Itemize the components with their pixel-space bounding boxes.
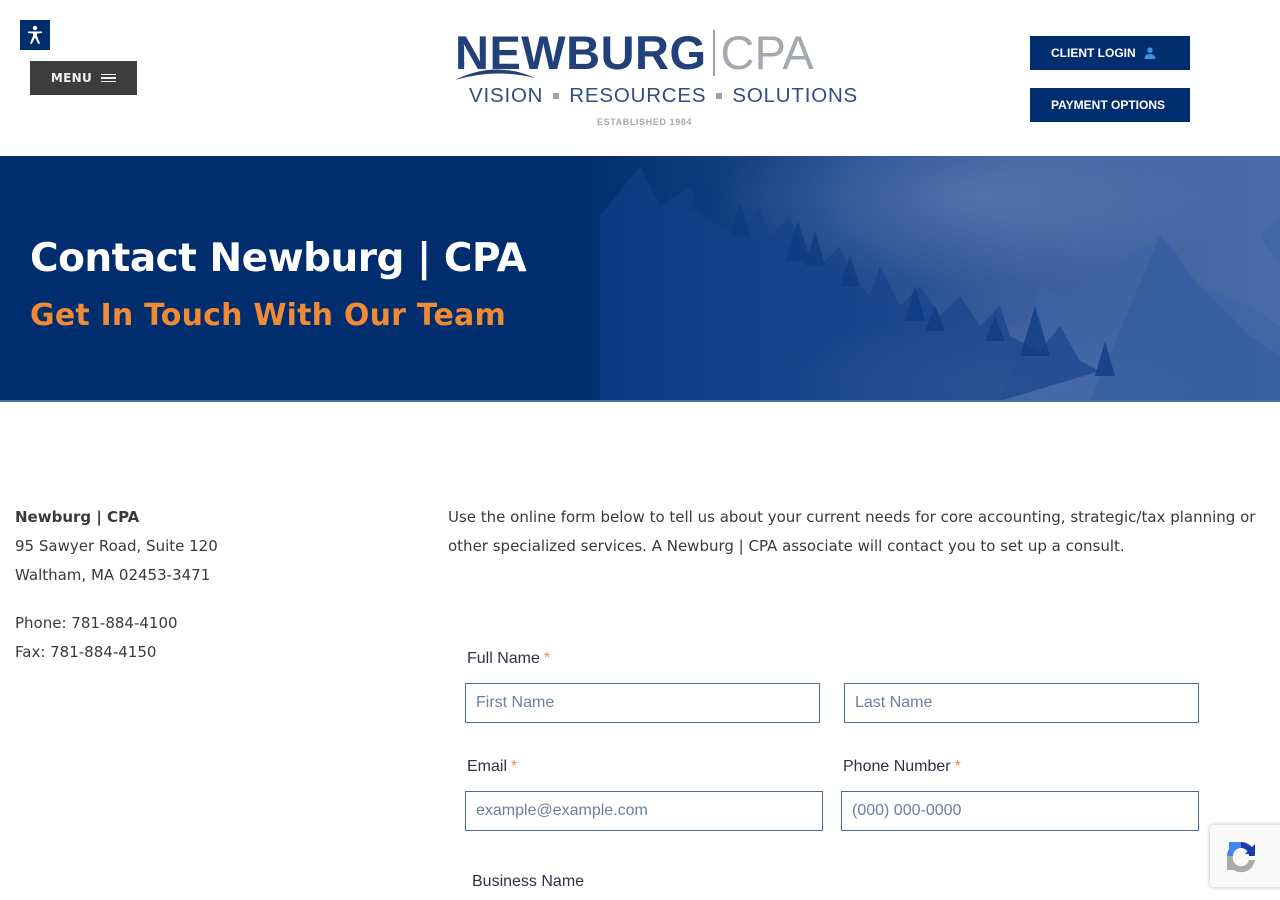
email-label-text: Email — [467, 758, 508, 775]
client-login-label: CLIENT LOGIN — [1051, 46, 1136, 60]
user-icon — [1144, 47, 1156, 59]
site-header — [0, 0, 1280, 156]
logo-divider — [713, 30, 715, 76]
accessibility-button[interactable] — [20, 20, 50, 50]
site-logo[interactable] — [455, 26, 859, 130]
required-asterisk: * — [954, 758, 961, 775]
payment-options-label: PAYMENT OPTIONS — [1051, 98, 1166, 112]
logo-wordmark — [455, 28, 814, 78]
business-name-label — [472, 873, 584, 891]
full-name-label — [467, 650, 550, 668]
hero-banner — [0, 156, 1280, 401]
company-name: Newburg | CPA — [15, 508, 140, 526]
banner-divider — [0, 400, 1280, 402]
address-line-1: 95 Sawyer Road, Suite 120 — [15, 537, 218, 555]
phone-number[interactable]: Phone: 781-884-4100 — [15, 614, 178, 632]
address-line-2: Waltham, MA 02453-3471 — [15, 566, 211, 584]
spacer — [15, 590, 218, 609]
form-intro: Use the online form below to tell us about your current needs for core accounting, strategic/tax planning or other specialized services. A Newburg | CPA associate will contact you to set up a consult. — [448, 508, 1256, 555]
tagline-word: VISION — [469, 84, 544, 107]
logo-suffix: CPA — [720, 26, 814, 79]
hamburger-icon — [101, 74, 116, 83]
email-input[interactable] — [465, 791, 823, 831]
payment-options-button[interactable] — [1030, 88, 1190, 122]
contact-info — [15, 503, 218, 667]
phone-label-text: Phone Number — [843, 758, 951, 775]
email-label — [467, 758, 517, 776]
page-title: Contact Newburg | CPA — [30, 236, 527, 281]
menu-label: MENU — [50, 71, 93, 85]
required-asterisk: * — [511, 758, 518, 775]
business-name-label-text: Business Name — [472, 873, 585, 890]
full-name-label-text: Full Name — [467, 650, 540, 667]
logo-tagline — [469, 84, 858, 108]
page-subtitle: Get In Touch With Our Team — [30, 298, 506, 333]
logo-name: NEWBURG — [455, 26, 707, 79]
menu-button[interactable] — [30, 61, 137, 95]
first-name-input[interactable] — [465, 683, 820, 723]
recaptcha-icon — [1224, 839, 1258, 873]
accessibility-icon — [26, 25, 44, 45]
tagline-word: RESOURCES — [569, 84, 707, 107]
phone-input[interactable] — [841, 791, 1199, 831]
tagline-word: SOLUTIONS — [732, 84, 859, 107]
recaptcha-badge[interactable] — [1210, 825, 1280, 887]
tagline-bullet-icon — [553, 93, 559, 99]
phone-label — [843, 758, 961, 776]
tagline-bullet-icon — [716, 93, 722, 99]
client-login-button[interactable] — [1030, 36, 1190, 70]
required-asterisk: * — [543, 650, 551, 667]
fax-number: Fax: 781-884-4150 — [15, 643, 157, 661]
logo-established: ESTABLISHED 1984 — [597, 117, 692, 127]
last-name-input[interactable] — [844, 683, 1199, 723]
